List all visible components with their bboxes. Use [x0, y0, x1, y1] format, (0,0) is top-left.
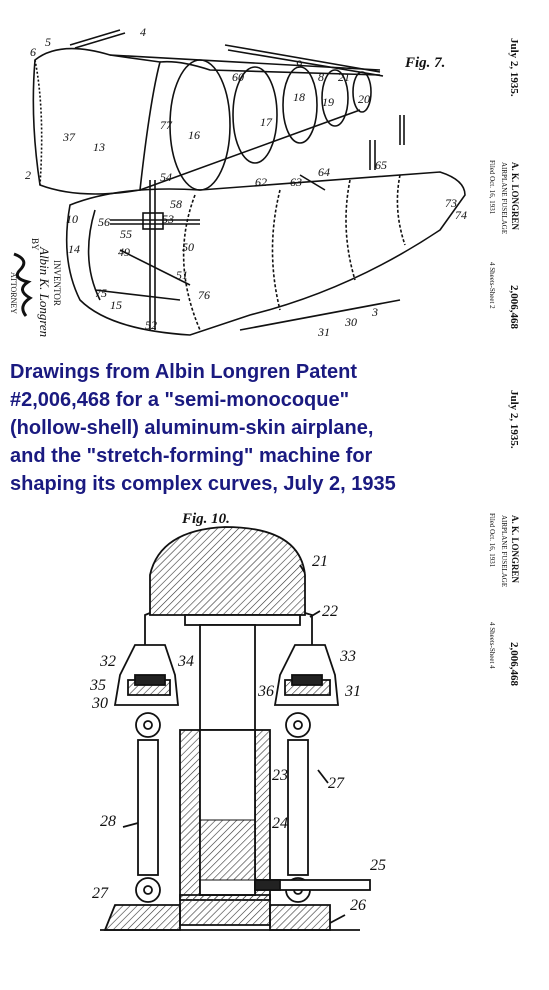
sheet-header-bottom-date — [470, 345, 549, 505]
attorney-label: ATTORNEY — [9, 272, 18, 315]
inventor-label: INVENTOR — [52, 260, 62, 306]
caption-line: #2,006,468 for a "semi-monocoque" — [10, 389, 350, 411]
part-number: 60 — [232, 70, 244, 84]
part-number: 77 — [160, 118, 172, 132]
part-number: 13 — [93, 140, 105, 154]
filed-date: Filed Oct. 16, 1931 — [488, 160, 496, 215]
part-number: 14 — [68, 242, 80, 256]
image-caption — [10, 358, 490, 498]
part-number: 18 — [293, 90, 305, 104]
part-number: 52 — [145, 318, 157, 332]
inventor-name: A. K. LONGREN — [510, 162, 520, 231]
part-number: 15 — [110, 298, 122, 312]
part-number: 64 — [318, 165, 330, 179]
part-number: 27 — [328, 775, 344, 792]
sheet-header-bottom — [470, 505, 549, 705]
part-number: 23 — [272, 767, 288, 784]
part-number: 3 — [372, 305, 378, 319]
part-number: 37 — [63, 130, 75, 144]
part-number: 34 — [178, 653, 194, 670]
inventor-signature-block — [10, 232, 70, 342]
part-number: 10 — [66, 212, 78, 226]
part-number: 25 — [370, 857, 386, 874]
sheet-header-top — [470, 0, 549, 345]
part-number: 21 — [312, 553, 328, 570]
fuselage-drawing — [0, 0, 470, 345]
part-number: 76 — [198, 288, 210, 302]
patent-number: 2,006,468 — [508, 642, 520, 686]
part-number: 35 — [90, 677, 106, 694]
part-number: 54 — [160, 170, 172, 184]
fig10-title: Fig. 10. — [182, 511, 230, 527]
part-number: 30 — [345, 315, 357, 329]
part-number: 36 — [258, 683, 274, 700]
fig7-title: Fig. 7. — [405, 55, 446, 71]
part-number: 9 — [296, 57, 302, 71]
part-number: 2 — [25, 168, 31, 182]
part-number: 28 — [100, 813, 116, 830]
part-number: 75 — [95, 286, 107, 300]
part-number: 16 — [188, 128, 200, 142]
part-number: 20 — [358, 92, 370, 106]
inventor-name: A. K. LONGREN — [510, 515, 520, 584]
patent-date: July 2, 1935. — [508, 390, 520, 449]
part-number: 22 — [322, 603, 338, 620]
part-number: 53 — [162, 212, 174, 226]
caption-line: shaping its complex curves, July 2, 1935 — [10, 473, 396, 495]
part-number: 74 — [455, 208, 467, 222]
patent-date: July 2, 1935. — [508, 38, 520, 97]
part-number: 31 — [345, 683, 361, 700]
patent-sheet-fig10 — [0, 505, 549, 990]
part-number: 19 — [322, 95, 334, 109]
part-number: 21 — [338, 70, 350, 84]
part-number: 62 — [255, 175, 267, 189]
part-number: 6 — [30, 45, 36, 59]
part-number: 51 — [176, 268, 188, 282]
patent-subject: AIRPLANE FUSELAGE — [500, 515, 508, 588]
part-number: 49 — [118, 245, 130, 259]
part-number: 63 — [290, 175, 302, 189]
patent-sheet-fig7 — [0, 0, 549, 345]
part-number: 58 — [170, 197, 182, 211]
part-number: 8 — [318, 70, 324, 84]
part-number: 55 — [120, 227, 132, 241]
part-number: 27 — [92, 885, 108, 902]
patent-subject: AIRPLANE FUSELAGE — [500, 162, 508, 235]
inventor-signature: Albin K. Longren — [37, 247, 52, 338]
by-label: BY — [30, 238, 40, 251]
part-number: 30 — [92, 695, 108, 712]
part-number: 17 — [260, 115, 272, 129]
part-number: 33 — [340, 648, 356, 665]
part-number: 56 — [98, 215, 110, 229]
part-number: 4 — [140, 25, 146, 39]
sheet-count: 4 Sheets-Sheet 4 — [488, 622, 496, 669]
patent-number: 2,006,468 — [508, 285, 520, 329]
caption-line: Drawings from Albin Longren Patent — [10, 361, 358, 383]
part-number: 32 — [100, 653, 116, 670]
part-number: 31 — [318, 325, 330, 339]
part-number: 26 — [350, 897, 366, 914]
part-number: 65 — [375, 158, 387, 172]
caption-line: and the "stretch-forming" machine for — [10, 445, 373, 467]
part-number: 73 — [445, 196, 457, 210]
sheet-count: 4 Sheets-Sheet 2 — [488, 262, 496, 309]
stretch-forming-machine-drawing — [0, 505, 470, 990]
part-number: 50 — [182, 240, 194, 254]
part-number: 5 — [45, 35, 51, 49]
filed-date: Filed Oct. 16, 1931 — [488, 513, 496, 568]
part-number: 24 — [272, 815, 288, 832]
caption-line: (hollow-shell) aluminum-skin airplane, — [10, 417, 374, 439]
